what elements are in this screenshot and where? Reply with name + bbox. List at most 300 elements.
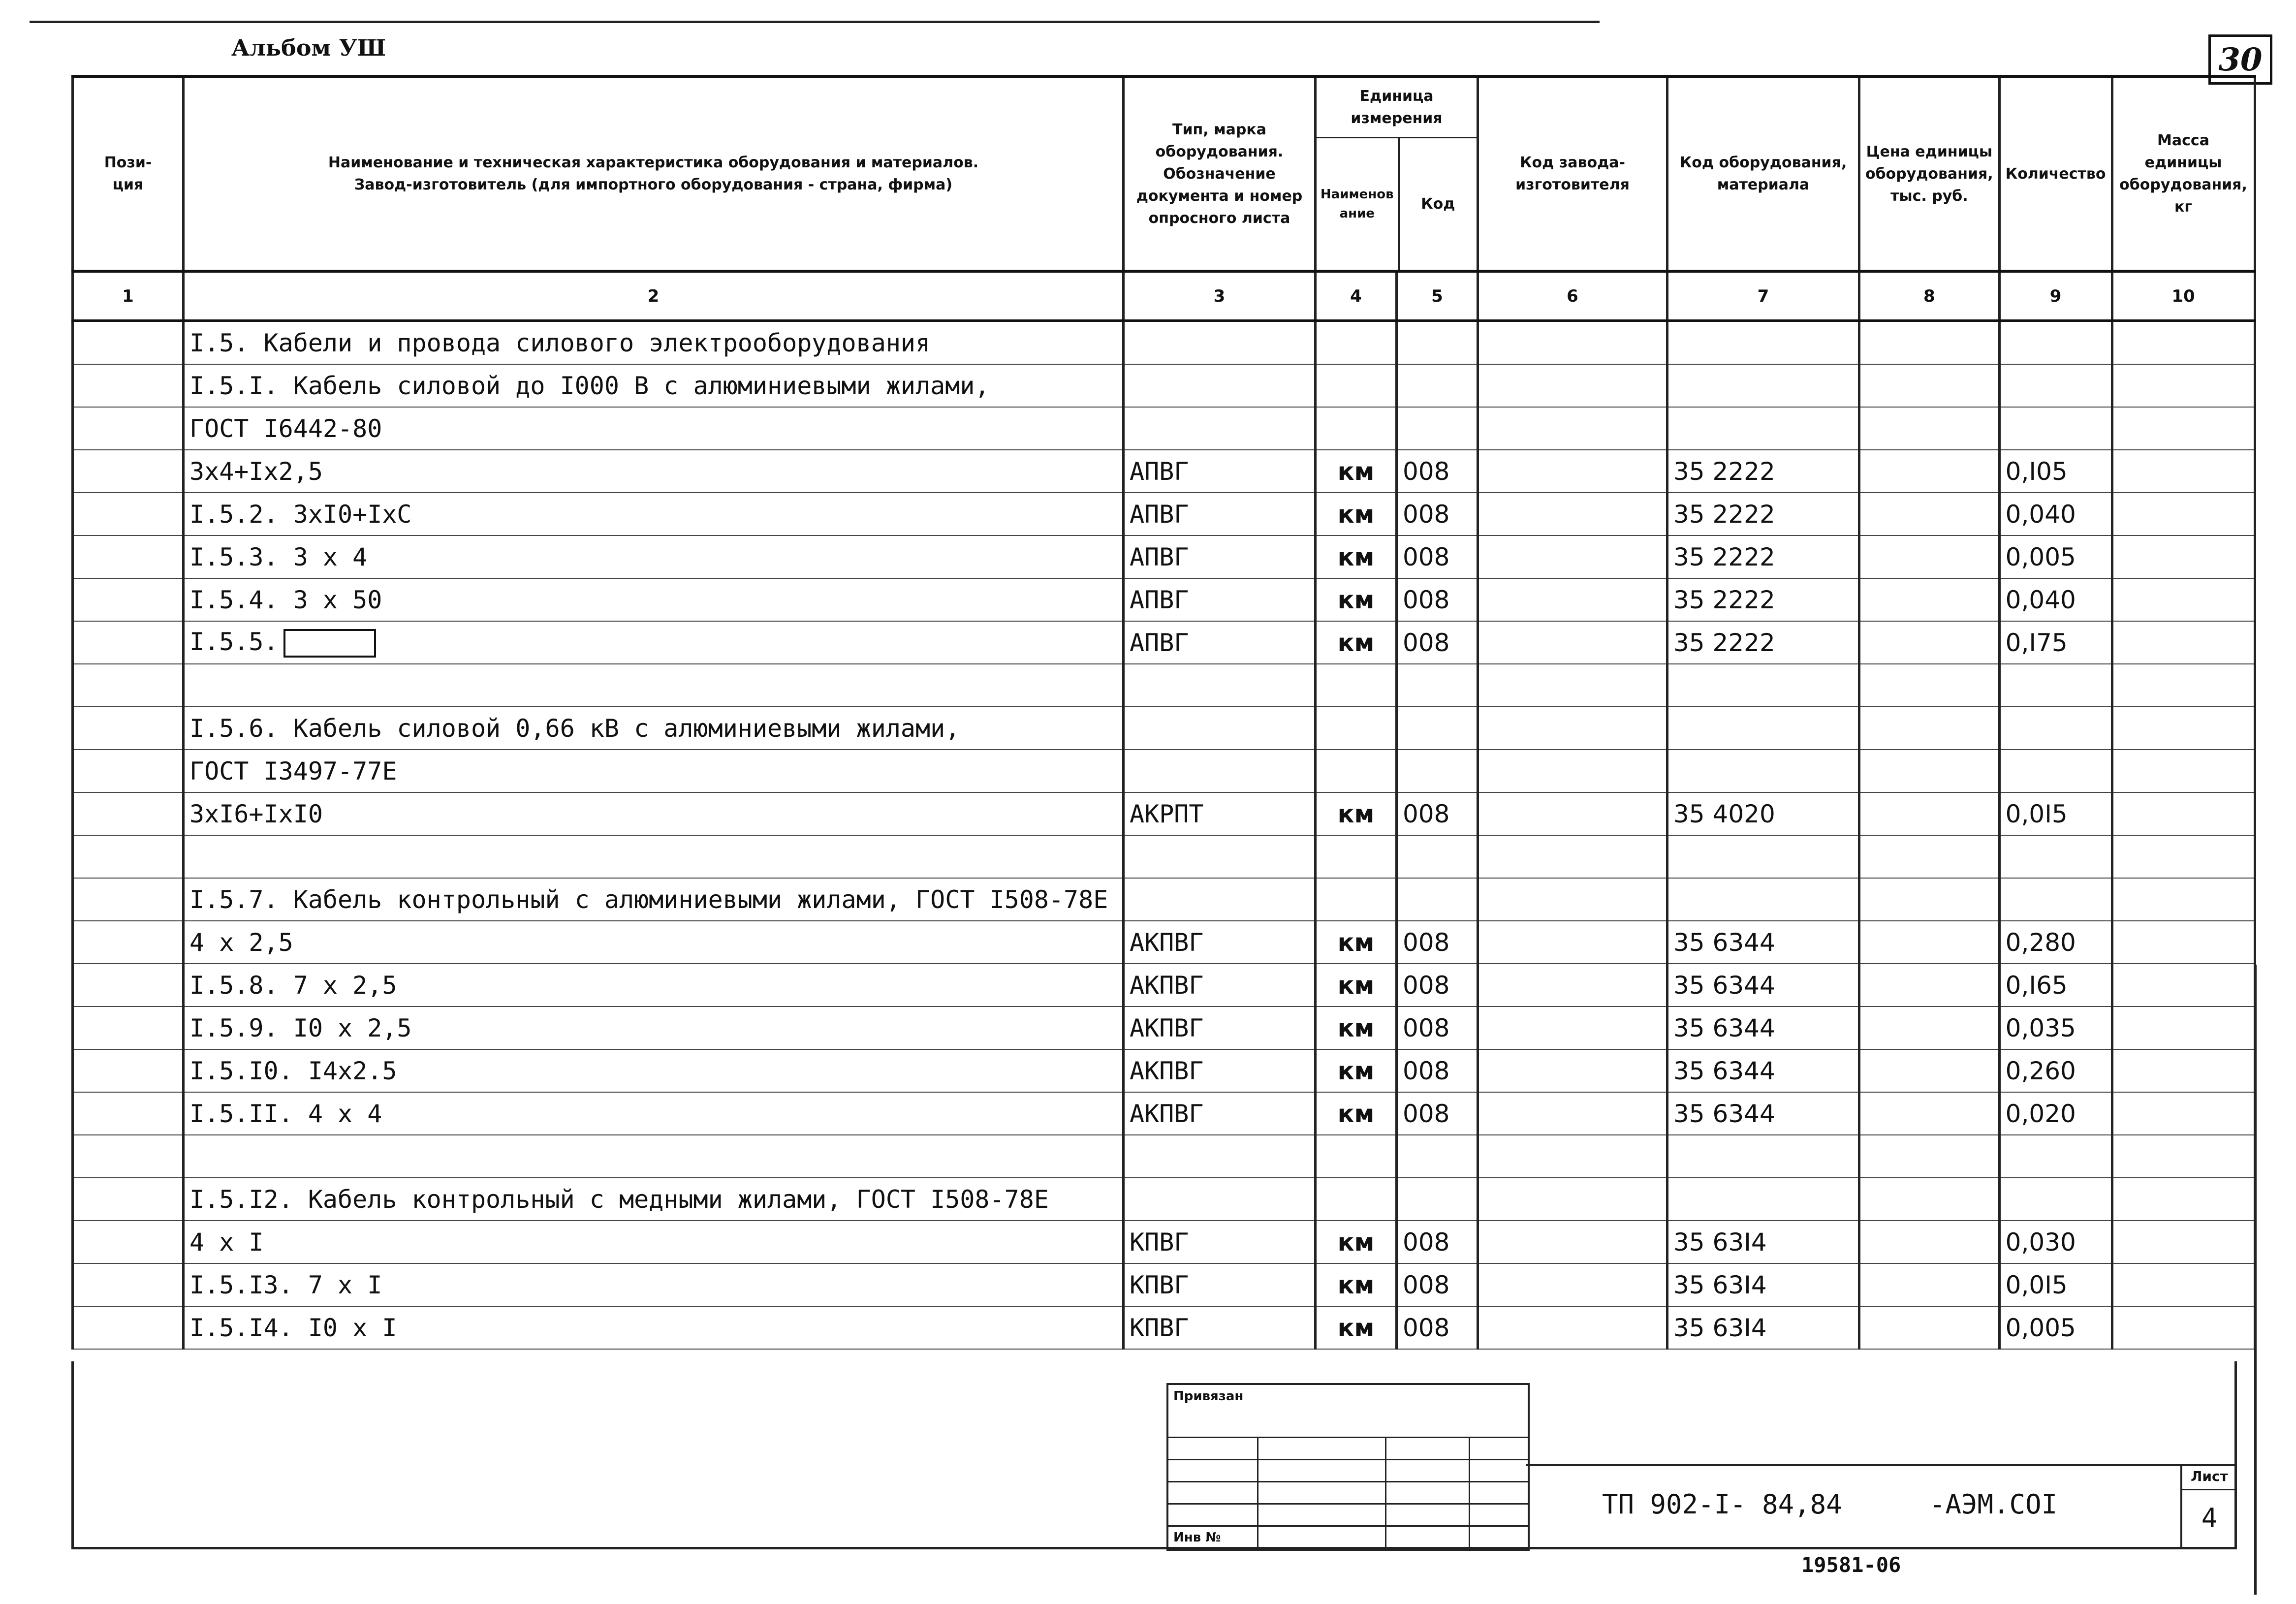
type-cell (1124, 1135, 1316, 1178)
manufacturer-code-cell (1478, 407, 1667, 450)
price-cell (1859, 578, 2000, 621)
header-name: Наименование и техническая характеристика оборудования и материалов. Завод-изготовитель (для импортного оборудования - страна, фирма) (184, 76, 1124, 271)
manufacturer-code-cell (1478, 621, 1667, 664)
table-row (73, 1263, 2255, 1306)
type-cell: АПВГ (1124, 535, 1316, 578)
material-code-cell: 35 2222 (1667, 621, 1859, 664)
mass-cell (2112, 450, 2255, 493)
manufacturer-code-cell (1478, 578, 1667, 621)
type-cell: АПВГ (1124, 621, 1316, 664)
unit-code-cell: 008 (1397, 450, 1478, 493)
mass-cell (2112, 1049, 2255, 1092)
unit-code-cell: 008 (1397, 921, 1478, 964)
table-row (73, 450, 2255, 493)
material-code-cell (1667, 664, 1859, 707)
price-cell (1859, 835, 2000, 878)
mass-cell (2112, 664, 2255, 707)
table-row (73, 878, 2255, 921)
column-number: 4 (1316, 271, 1397, 321)
type-cell (1124, 750, 1316, 792)
position-cell (73, 835, 184, 878)
type-cell: АКПВГ (1124, 964, 1316, 1006)
table-row (73, 1306, 2255, 1349)
header-position: Пози- ция (73, 76, 184, 271)
unit-code-cell: 008 (1397, 964, 1478, 1006)
unit-name-cell: км (1316, 621, 1397, 664)
quantity-cell: 0,040 (1999, 578, 2112, 621)
material-code-cell: 35 6344 (1667, 1049, 1859, 1092)
type-cell (1124, 1178, 1316, 1221)
header-mass: Масса единицы оборудования, кг (2112, 76, 2255, 271)
manufacturer-code-cell (1478, 878, 1667, 921)
mass-cell (2112, 1306, 2255, 1349)
unit-name-cell: км (1316, 1049, 1397, 1092)
type-cell: АПВГ (1124, 450, 1316, 493)
manufacturer-code-cell (1478, 1049, 1667, 1092)
quantity-cell: 0,260 (1999, 1049, 2112, 1092)
manufacturer-code-cell (1478, 964, 1667, 1006)
material-code-cell: 35 4020 (1667, 792, 1859, 835)
quantity-cell: 0,040 (1999, 493, 2112, 535)
price-cell (1859, 1306, 2000, 1349)
unit-name-cell: км (1316, 1221, 1397, 1263)
material-code-cell: 35 2222 (1667, 535, 1859, 578)
header-unit-code: Код (1421, 195, 1455, 213)
price-cell (1859, 921, 2000, 964)
manufacturer-code-cell (1478, 707, 1667, 750)
name-cell (184, 1135, 1124, 1178)
position-cell (73, 1092, 184, 1135)
type-cell (1124, 664, 1316, 707)
quantity-cell: 0,005 (1999, 535, 2112, 578)
mass-cell (2112, 835, 2255, 878)
type-cell (1124, 407, 1316, 450)
quantity-cell (1999, 364, 2112, 407)
album-title: Альбом УШ (231, 34, 386, 61)
top-border-line (30, 21, 1600, 23)
price-cell (1859, 664, 2000, 707)
quantity-cell: 0,005 (1999, 1306, 2112, 1349)
unit-name-cell: км (1316, 792, 1397, 835)
table-row (73, 1221, 2255, 1263)
quantity-cell (1999, 835, 2112, 878)
quantity-cell (1999, 750, 2112, 792)
quantity-cell: 0,280 (1999, 921, 2112, 964)
table-row (73, 364, 2255, 407)
type-cell (1124, 835, 1316, 878)
table-row (73, 664, 2255, 707)
manufacturer-code-cell (1478, 1092, 1667, 1135)
mass-cell (2112, 578, 2255, 621)
table-row (73, 964, 2255, 1006)
price-cell (1859, 1092, 2000, 1135)
position-cell (73, 1049, 184, 1092)
quantity-cell (1999, 707, 2112, 750)
unit-name-cell: км (1316, 578, 1397, 621)
name-cell: I.5.I. Кабель силовой до I000 В с алюминиевыми жилами, (184, 364, 1124, 407)
unit-name-cell: км (1316, 450, 1397, 493)
table-row (73, 1092, 2255, 1135)
name-cell (184, 835, 1124, 878)
name-cell: I.5.8. 7 x 2,5 (184, 964, 1124, 1006)
quantity-cell (1999, 321, 2112, 365)
table-row (73, 707, 2255, 750)
type-cell: КПВГ (1124, 1221, 1316, 1263)
price-cell (1859, 493, 2000, 535)
manufacturer-code-cell (1478, 535, 1667, 578)
material-code-cell: 35 63I4 (1667, 1306, 1859, 1349)
price-cell (1859, 750, 2000, 792)
manufacturer-code-cell (1478, 1263, 1667, 1306)
name-cell: I.5.9. I0 x 2,5 (184, 1006, 1124, 1049)
unit-name-cell (1316, 707, 1397, 750)
unit-name-cell (1316, 878, 1397, 921)
material-code-cell: 35 2222 (1667, 493, 1859, 535)
approval-stamp (1166, 1383, 1530, 1551)
material-code-cell: 35 6344 (1667, 1006, 1859, 1049)
material-code-cell (1667, 364, 1859, 407)
name-cell: 4 x I (184, 1221, 1124, 1263)
quantity-cell: 0,030 (1999, 1221, 2112, 1263)
name-cell: I.5.I0. I4x2.5 (184, 1049, 1124, 1092)
unit-code-cell (1397, 664, 1478, 707)
name-cell: 3x4+Ix2,5 (184, 450, 1124, 493)
unit-name-cell (1316, 364, 1397, 407)
position-cell (73, 407, 184, 450)
price-cell (1859, 878, 2000, 921)
position-cell (73, 1263, 184, 1306)
name-cell: I.5.3. 3 x 4 (184, 535, 1124, 578)
price-cell (1859, 707, 2000, 750)
manufacturer-code-cell (1478, 1006, 1667, 1049)
sheet-box (2180, 1464, 2236, 1548)
stamp-inv-label: Инв № (1173, 1530, 1221, 1545)
quantity-cell: 0,I05 (1999, 450, 2112, 493)
position-cell (73, 493, 184, 535)
type-cell: АКПВГ (1124, 921, 1316, 964)
name-cell: I.5.7. Кабель контрольный с алюминиевыми жилами, ГОСТ I508-78Е (184, 878, 1124, 921)
name-cell: I.5.I2. Кабель контрольный с медными жилами, ГОСТ I508-78Е (184, 1178, 1124, 1221)
manufacturer-code-cell (1478, 835, 1667, 878)
quantity-cell: 0,0I5 (1999, 792, 2112, 835)
table-row (73, 835, 2255, 878)
quantity-cell (1999, 407, 2112, 450)
mass-cell (2112, 964, 2255, 1006)
unit-code-cell (1397, 1178, 1478, 1221)
position-cell (73, 621, 184, 664)
manufacturer-code-cell (1478, 921, 1667, 964)
frame-bottom (71, 1547, 2237, 1549)
unit-name-cell (1316, 1135, 1397, 1178)
mass-cell (2112, 1092, 2255, 1135)
manufacturer-code-cell (1478, 1306, 1667, 1349)
unit-name-cell (1316, 321, 1397, 365)
unit-code-cell: 008 (1397, 1221, 1478, 1263)
material-code-cell: 35 6344 (1667, 964, 1859, 1006)
mass-cell (2112, 1006, 2255, 1049)
type-cell: АКПВГ (1124, 1049, 1316, 1092)
frame-left-bottom (71, 1361, 74, 1548)
position-cell (73, 1135, 184, 1178)
mass-cell (2112, 1135, 2255, 1178)
type-cell (1124, 707, 1316, 750)
name-cell: 3xI6+IxI0 (184, 792, 1124, 835)
unit-name-cell (1316, 750, 1397, 792)
position-cell (73, 878, 184, 921)
material-code-cell (1667, 1178, 1859, 1221)
position-cell (73, 1221, 184, 1263)
quantity-cell: 0,035 (1999, 1006, 2112, 1049)
name-cell: I.5.I4. I0 x I (184, 1306, 1124, 1349)
position-cell (73, 535, 184, 578)
unit-code-cell: 008 (1397, 792, 1478, 835)
unit-name-cell (1316, 664, 1397, 707)
quantity-cell: 0,I75 (1999, 621, 2112, 664)
quantity-cell: 0,020 (1999, 1092, 2112, 1135)
table-row (73, 535, 2255, 578)
unit-name-cell (1316, 407, 1397, 450)
material-code-cell: 35 6344 (1667, 1092, 1859, 1135)
material-code-cell (1667, 407, 1859, 450)
material-code-cell (1667, 1135, 1859, 1178)
material-code-cell: 35 2222 (1667, 450, 1859, 493)
price-cell (1859, 1221, 2000, 1263)
column-number: 1 (73, 271, 184, 321)
table-row (73, 1178, 2255, 1221)
header-quantity: Количество (1999, 76, 2112, 271)
unit-code-cell (1397, 835, 1478, 878)
mass-cell (2112, 1221, 2255, 1263)
header-type: Тип, марка оборудования. Обозначение документа и номер опросного листа (1124, 76, 1316, 271)
document-suffix: -АЭМ.СОI (1929, 1489, 2058, 1520)
price-cell (1859, 535, 2000, 578)
header-manufacturer-code: Код завода-изготовителя (1478, 76, 1667, 271)
position-cell (73, 964, 184, 1006)
position-cell (73, 578, 184, 621)
column-number: 3 (1124, 271, 1316, 321)
price-cell (1859, 621, 2000, 664)
table-row (73, 1049, 2255, 1092)
mass-cell (2112, 750, 2255, 792)
name-cell: 4 x 2,5 (184, 921, 1124, 964)
quantity-cell: 0,0I5 (1999, 1263, 2112, 1306)
column-number: 5 (1397, 271, 1478, 321)
position-cell (73, 792, 184, 835)
table-row (73, 621, 2255, 664)
name-cell: I.5.6. Кабель силовой 0,66 кВ с алюминиевыми жилами, (184, 707, 1124, 750)
name-cell: ГОСТ I6442-80 (184, 407, 1124, 450)
position-cell (73, 1006, 184, 1049)
unit-code-cell (1397, 407, 1478, 450)
manufacturer-code-cell (1478, 750, 1667, 792)
table-row (73, 1135, 2255, 1178)
price-cell (1859, 450, 2000, 493)
column-number: 6 (1478, 271, 1667, 321)
header-price: Цена единицы оборудования, тыс. руб. (1859, 76, 2000, 271)
name-cell: I.5.II. 4 x 4 (184, 1092, 1124, 1135)
material-code-cell: 35 6344 (1667, 921, 1859, 964)
material-code-cell (1667, 707, 1859, 750)
table-row (73, 921, 2255, 964)
position-cell (73, 1306, 184, 1349)
unit-name-cell (1316, 835, 1397, 878)
position-cell (73, 921, 184, 964)
unit-code-cell: 008 (1397, 535, 1478, 578)
unit-name-cell: км (1316, 1006, 1397, 1049)
manufacturer-code-cell (1478, 493, 1667, 535)
column-number: 2 (184, 271, 1124, 321)
type-cell: АКРПТ (1124, 792, 1316, 835)
type-cell (1124, 878, 1316, 921)
quantity-cell (1999, 1178, 2112, 1221)
mass-cell (2112, 621, 2255, 664)
specification-table (71, 75, 2256, 1350)
table-row (73, 1006, 2255, 1049)
name-cell (184, 664, 1124, 707)
manufacturer-code-cell (1478, 364, 1667, 407)
position-cell (73, 707, 184, 750)
unit-code-cell (1397, 878, 1478, 921)
price-cell (1859, 1006, 2000, 1049)
material-code-cell (1667, 835, 1859, 878)
price-cell (1859, 321, 2000, 365)
material-code-cell (1667, 321, 1859, 365)
name-cell: I.5.4. 3 x 50 (184, 578, 1124, 621)
mass-cell (2112, 707, 2255, 750)
unit-code-cell (1397, 364, 1478, 407)
table-row (73, 321, 2255, 365)
column-number: 7 (1667, 271, 1859, 321)
mass-cell (2112, 1178, 2255, 1221)
type-cell (1124, 321, 1316, 365)
material-code-cell: 35 63I4 (1667, 1221, 1859, 1263)
sheet-label: Лист (2182, 1464, 2236, 1490)
footer-number: 19581-06 (1801, 1553, 1901, 1577)
type-cell (1124, 364, 1316, 407)
type-cell: АПВГ (1124, 493, 1316, 535)
unit-code-cell (1397, 1135, 1478, 1178)
manufacturer-code-cell (1478, 792, 1667, 835)
unit-name-cell: км (1316, 1263, 1397, 1306)
unit-code-cell: 008 (1397, 578, 1478, 621)
column-number: 9 (1999, 271, 2112, 321)
material-code-cell: 35 2222 (1667, 578, 1859, 621)
unit-name-cell: км (1316, 964, 1397, 1006)
mass-cell (2112, 535, 2255, 578)
price-cell (1859, 407, 2000, 450)
unit-name-cell: км (1316, 1092, 1397, 1135)
mass-cell (2112, 792, 2255, 835)
unit-code-cell (1397, 321, 1478, 365)
mass-cell (2112, 321, 2255, 365)
unit-code-cell: 008 (1397, 1263, 1478, 1306)
unit-code-cell: 008 (1397, 493, 1478, 535)
price-cell (1859, 1135, 2000, 1178)
blank-placeholder-box (283, 629, 376, 658)
mass-cell (2112, 407, 2255, 450)
table-row (73, 578, 2255, 621)
material-code-cell (1667, 878, 1859, 921)
table-header-row (73, 76, 2255, 271)
quantity-cell: 0,I65 (1999, 964, 2112, 1006)
position-cell (73, 450, 184, 493)
unit-code-cell (1397, 750, 1478, 792)
title-block-line (1526, 1464, 2234, 1466)
sheet-number: 4 (2201, 1503, 2218, 1534)
type-cell: АКПВГ (1124, 1092, 1316, 1135)
material-code-cell (1667, 750, 1859, 792)
manufacturer-code-cell (1478, 1135, 1667, 1178)
unit-code-cell: 008 (1397, 1092, 1478, 1135)
table-row (73, 493, 2255, 535)
position-cell (73, 750, 184, 792)
position-cell (73, 364, 184, 407)
unit-name-cell: км (1316, 493, 1397, 535)
position-cell (73, 321, 184, 365)
right-margin-line (2254, 965, 2257, 1595)
header-unit-group (1316, 76, 1478, 271)
position-cell (73, 664, 184, 707)
price-cell (1859, 964, 2000, 1006)
quantity-cell (1999, 1135, 2112, 1178)
quantity-cell (1999, 664, 2112, 707)
price-cell (1859, 1263, 2000, 1306)
column-numbers-row (73, 271, 2255, 321)
table-row (73, 407, 2255, 450)
type-cell: КПВГ (1124, 1263, 1316, 1306)
unit-code-cell: 008 (1397, 1006, 1478, 1049)
price-cell (1859, 364, 2000, 407)
unit-code-cell: 008 (1397, 1049, 1478, 1092)
unit-code-cell: 008 (1397, 1306, 1478, 1349)
unit-name-cell: км (1316, 535, 1397, 578)
mass-cell (2112, 878, 2255, 921)
table-row (73, 792, 2255, 835)
price-cell (1859, 1178, 2000, 1221)
name-cell: I.5. Кабели и провода силового электрооборудования (184, 321, 1124, 365)
manufacturer-code-cell (1478, 664, 1667, 707)
column-number: 10 (2112, 271, 2255, 321)
quantity-cell (1999, 878, 2112, 921)
name-cell: I.5.I3. 7 x I (184, 1263, 1124, 1306)
unit-code-cell: 008 (1397, 621, 1478, 664)
type-cell: КПВГ (1124, 1306, 1316, 1349)
type-cell: АПВГ (1124, 578, 1316, 621)
unit-name-cell: км (1316, 1306, 1397, 1349)
mass-cell (2112, 921, 2255, 964)
unit-code-cell (1397, 707, 1478, 750)
unit-name-cell: км (1316, 921, 1397, 964)
manufacturer-code-cell (1478, 450, 1667, 493)
unit-name-cell (1316, 1178, 1397, 1221)
header-material-code: Код оборудования, материала (1667, 76, 1859, 271)
name-cell: I.5.2. 3xI0+IxC (184, 493, 1124, 535)
document-number: ТП 902-I- 84,84 (1602, 1489, 1842, 1520)
header-unit: Единица измерения (1317, 78, 1477, 138)
header-unit-name: Наименование (1317, 138, 1400, 270)
name-cell: I.5.5. (184, 621, 1124, 664)
stamp-linked-label: Привязан (1173, 1389, 1244, 1404)
price-cell (1859, 792, 2000, 835)
column-number: 8 (1859, 271, 2000, 321)
manufacturer-code-cell (1478, 321, 1667, 365)
name-cell: ГОСТ I3497-77Е (184, 750, 1124, 792)
mass-cell (2112, 364, 2255, 407)
page-number: 30 (2208, 34, 2272, 85)
position-cell (73, 1178, 184, 1221)
mass-cell (2112, 1263, 2255, 1306)
table-row (73, 750, 2255, 792)
